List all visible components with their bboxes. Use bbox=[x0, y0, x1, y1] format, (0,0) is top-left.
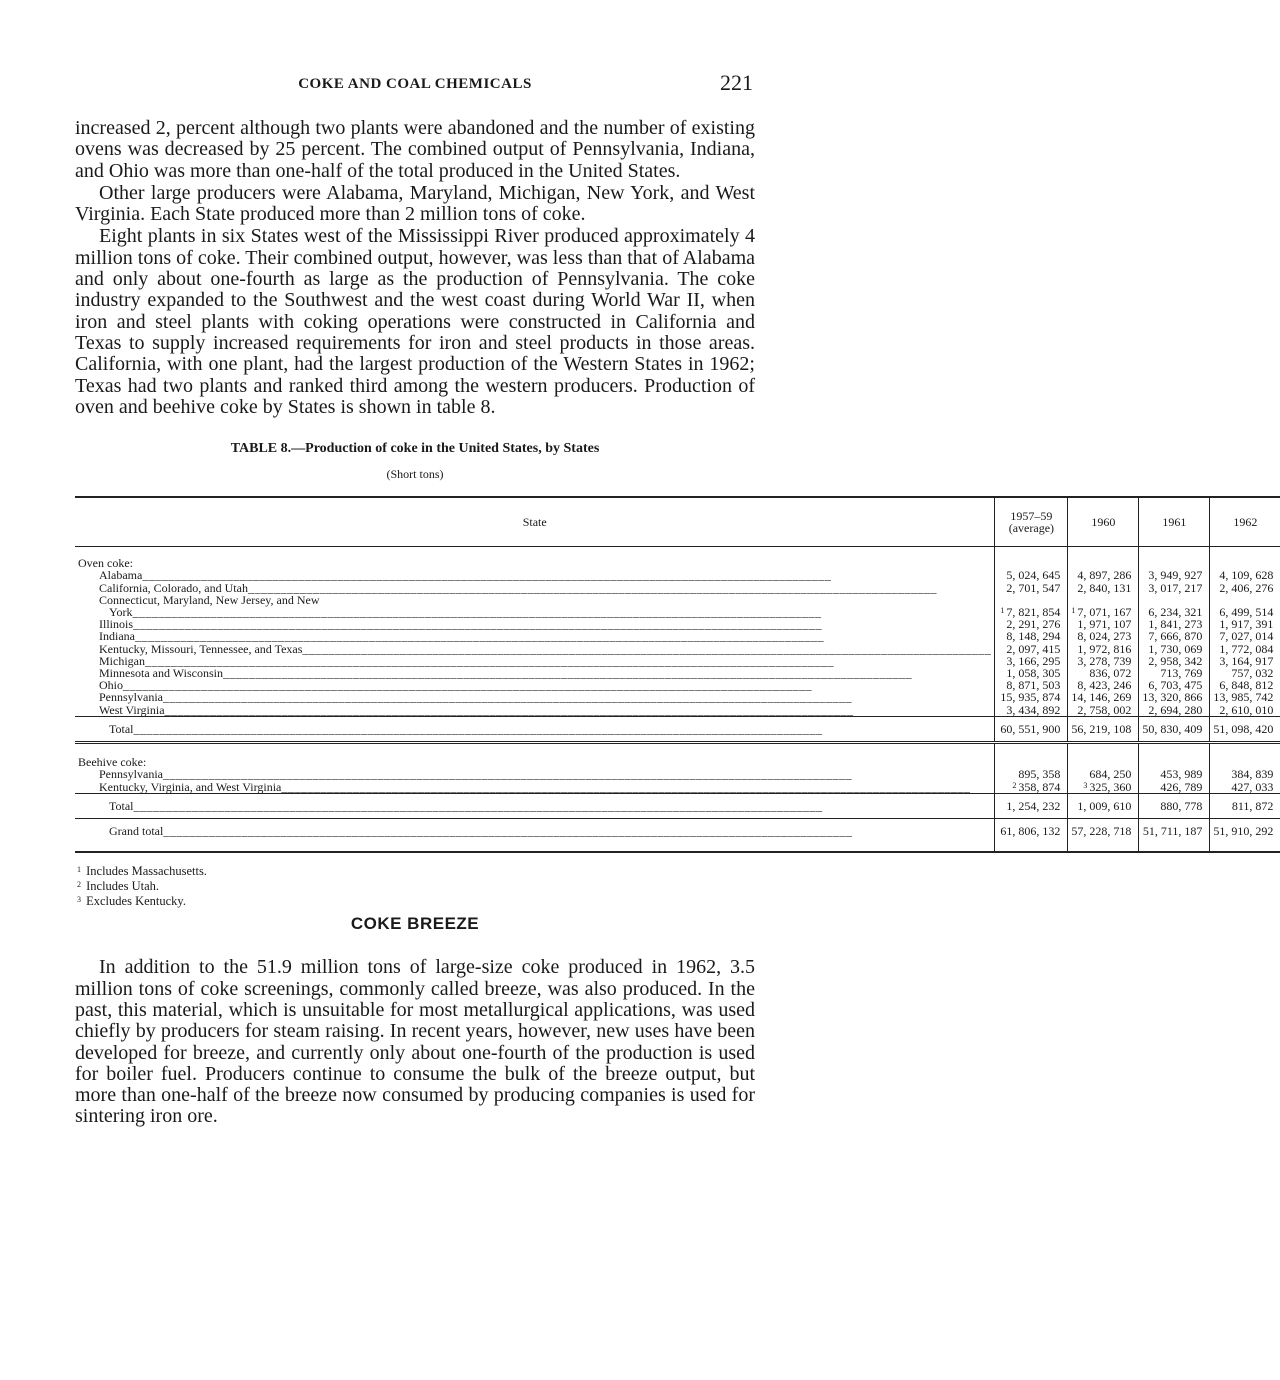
total-value: 1, 009, 610 bbox=[1068, 794, 1139, 819]
table-row bbox=[75, 691, 1280, 703]
total-value: 56, 219, 108 bbox=[1068, 716, 1139, 742]
row-label: Pennsylvania bbox=[99, 690, 163, 705]
footnote-mark: 3 bbox=[77, 895, 81, 905]
table-row bbox=[75, 582, 1280, 594]
footnote-text: Includes Utah. bbox=[86, 879, 160, 894]
footnotes bbox=[75, 863, 755, 908]
table-row bbox=[75, 630, 1280, 642]
header-1962: 1962 bbox=[1210, 497, 1280, 547]
total-value: 60, 551, 900 bbox=[995, 716, 1068, 742]
coke-production-table bbox=[75, 496, 1280, 853]
section-heading: COKE BREEZE bbox=[350, 914, 480, 934]
cell-value: 713, 769 bbox=[1139, 667, 1210, 679]
cell-value: 8, 423, 246 bbox=[1068, 679, 1139, 691]
cell-value: 2, 694, 280 bbox=[1139, 704, 1210, 717]
oven-total-row bbox=[75, 716, 1280, 742]
header-1957-59 bbox=[995, 497, 1068, 547]
row-label: Alabama bbox=[99, 568, 143, 583]
cell-value: 8, 148, 294 bbox=[995, 630, 1068, 642]
row-label: Kentucky, Missouri, Tennessee, and Texas bbox=[99, 641, 303, 656]
cell-value: 14, 146, 269 bbox=[1068, 691, 1139, 703]
cell-value: 5, 024, 645 bbox=[995, 569, 1068, 581]
beehive-total-row bbox=[75, 794, 1280, 819]
total-label: Total bbox=[109, 799, 134, 814]
row-label: Pennsylvania bbox=[99, 767, 163, 781]
row-label: Michigan bbox=[99, 653, 145, 668]
footnote-text: Excludes Kentucky. bbox=[86, 894, 186, 909]
total-value: 811, 872 bbox=[1210, 794, 1280, 819]
page bbox=[75, 70, 1274, 1128]
total-value: 880, 778 bbox=[1139, 794, 1210, 819]
table-unit: (Short tons) bbox=[386, 467, 444, 482]
cell-value: 8, 024, 273 bbox=[1068, 630, 1139, 642]
table-row bbox=[75, 704, 1280, 717]
cell-value: 6, 234, 321 bbox=[1139, 594, 1210, 618]
cell-value: 1, 971, 107 bbox=[1068, 618, 1139, 630]
total-value: 1, 254, 232 bbox=[995, 794, 1068, 819]
paragraph-2: Other large producers were Alabama, Maryland, Michigan, New York, and West Virginia. Each State produced more than 2 million tons of coke. bbox=[75, 181, 755, 226]
running-head bbox=[75, 70, 755, 102]
cell-value: 2, 958, 342 bbox=[1139, 655, 1210, 667]
row-label: Connecticut, Maryland, New Jersey, and New bbox=[99, 592, 320, 607]
table-row bbox=[75, 643, 1280, 655]
table-row bbox=[75, 768, 1280, 780]
total-label: Total bbox=[109, 721, 134, 736]
cell-value: 1, 972, 816 bbox=[1068, 643, 1139, 655]
cell-value: 384, 839 bbox=[1210, 768, 1280, 780]
table-caption: TABLE 8.—Production of coke in the United States, by States bbox=[230, 441, 600, 457]
grand-total-value: 51, 711, 187 bbox=[1139, 819, 1210, 844]
cell-value: 6, 848, 812 bbox=[1210, 679, 1280, 691]
row-label: Kentucky, Virginia, and West Virginia bbox=[99, 779, 282, 794]
footnote bbox=[75, 863, 755, 878]
cell-value: 3, 166, 295 bbox=[995, 655, 1068, 667]
section-label-oven: Oven coke: bbox=[78, 556, 133, 571]
footnote bbox=[75, 893, 755, 908]
row-label: Indiana bbox=[99, 629, 135, 644]
table-header-row bbox=[75, 497, 1280, 547]
row-label: Illinois bbox=[99, 617, 134, 632]
breeze-paragraph: In addition to the 51.9 million tons of large-size coke produced in 1962, 3.5 million tons of coke screenings, commonly called breeze, was also produced. In the past, this material, which is unsuitable for most metallurgical applications, was used chiefly by producers for steam raising. In recent years, however, new uses have been developed for breeze, and currently only about one-fourth of the production is used for boiler fuel. Producers continue to consume the bulk of the breeze output, but more than one-half of the breeze now consumed by producing companies is used for sintering iron ore. bbox=[75, 956, 755, 1128]
table-row bbox=[75, 569, 1280, 581]
cell-value: 3, 278, 739 bbox=[1068, 655, 1139, 667]
footnote-mark: 1 bbox=[1000, 605, 1005, 615]
footnote-mark: 2 bbox=[1012, 781, 1017, 791]
footnote-mark: 3 bbox=[1083, 781, 1088, 791]
cell-value: 15, 935, 874 bbox=[995, 691, 1068, 703]
row-label-continued: York bbox=[109, 604, 133, 619]
footnote-text: Includes Massachusetts. bbox=[86, 864, 207, 879]
cell-value: 453, 989 bbox=[1139, 768, 1210, 780]
cell-value: 3, 017, 217 bbox=[1139, 582, 1210, 594]
grand-total-label: Grand total bbox=[109, 824, 164, 839]
header-1960: 1960 bbox=[1068, 497, 1139, 547]
cell-value: 684, 250 bbox=[1068, 768, 1139, 780]
cell-value: 2, 701, 547 bbox=[995, 582, 1068, 594]
cell-value: 7, 027, 014 bbox=[1210, 630, 1280, 642]
cell-value: 895, 358 bbox=[995, 768, 1068, 780]
header-1957-59-label: 1957–59 (average) bbox=[1008, 508, 1055, 536]
grand-total-row bbox=[75, 819, 1280, 844]
grand-total-value: 61, 806, 132 bbox=[995, 819, 1068, 844]
cell-value: 1, 841, 273 bbox=[1139, 618, 1210, 630]
cell-value: 2, 097, 415 bbox=[995, 643, 1068, 655]
cell-value: 1, 772, 084 bbox=[1210, 643, 1280, 655]
grand-total-value: 57, 228, 718 bbox=[1068, 819, 1139, 844]
row-label: Minnesota and Wisconsin bbox=[99, 665, 223, 680]
section-label-beehive: Beehive coke: bbox=[78, 754, 147, 769]
table-row bbox=[75, 594, 1280, 618]
cell-value: 427, 033 bbox=[1210, 780, 1280, 794]
cell-value: 13, 320, 866 bbox=[1139, 691, 1210, 703]
cell-value: 13, 985, 742 bbox=[1210, 691, 1280, 703]
cell-value: 6, 499, 514 bbox=[1210, 594, 1280, 618]
cell-value: 7, 666, 870 bbox=[1139, 630, 1210, 642]
total-value: 51, 098, 420 bbox=[1210, 716, 1280, 742]
cell-value: $^3$ 325, 360 bbox=[1068, 780, 1139, 794]
paragraph-3: Eight plants in six States west of the Mississippi River produced approximately 4 million tons of coke. Their combined output, however, was less than that of Alabama and only about one-fourth as large as the production of Pennsylvania. The coke industry expanded to the Southwest and the west coast during World War II, when iron and steel plants with coking operations were constructed in California and Texas to supply increased requirements for iron and steel products in those areas. California, with one plant, had the largest production of the Western States in 1962; Texas had two plants and ranked third among the western producers. Production of oven and beehive coke by States is shown in table 8. bbox=[75, 225, 755, 418]
cell-value: 4, 109, 628 bbox=[1210, 569, 1280, 581]
cell-value: 1, 730, 069 bbox=[1139, 643, 1210, 655]
cell-value: 426, 789 bbox=[1139, 780, 1210, 794]
page-number: 221 bbox=[720, 70, 753, 95]
cell-value: 1, 917, 391 bbox=[1210, 618, 1280, 630]
cell-value: 3, 949, 927 bbox=[1139, 569, 1210, 581]
cell-value: 836, 072 bbox=[1068, 667, 1139, 679]
cell-value: 1, 058, 305 bbox=[995, 667, 1068, 679]
header-1961: 1961 bbox=[1139, 497, 1210, 547]
row-label: California, Colorado, and Utah bbox=[99, 580, 248, 595]
cell-value: $^1$ 7, 071, 167 bbox=[1068, 594, 1139, 618]
row-label: West Virginia bbox=[99, 702, 165, 717]
cell-value: 2, 758, 002 bbox=[1068, 704, 1139, 717]
footnote-mark: 2 bbox=[77, 880, 81, 890]
cell-value: 3, 164, 917 bbox=[1210, 655, 1280, 667]
row-label: Ohio bbox=[99, 678, 123, 693]
cell-value: 6, 703, 475 bbox=[1139, 679, 1210, 691]
cell-value: 2, 610, 010 bbox=[1210, 704, 1280, 717]
footnote bbox=[75, 878, 755, 893]
table-row bbox=[75, 780, 1280, 794]
total-value: 50, 830, 409 bbox=[1139, 716, 1210, 742]
cell-value: $^2$ 358, 874 bbox=[995, 780, 1068, 794]
footnote-mark: 1 bbox=[1071, 605, 1076, 615]
header-state: State bbox=[75, 497, 995, 547]
cell-value: 2, 840, 131 bbox=[1068, 582, 1139, 594]
cell-value: 3, 434, 892 bbox=[995, 704, 1068, 717]
footnote-mark: 1 bbox=[77, 865, 81, 875]
cell-value: 2, 291, 276 bbox=[995, 618, 1068, 630]
running-title: COKE AND COAL CHEMICALS bbox=[298, 76, 532, 92]
cell-value: 757, 032 bbox=[1210, 667, 1280, 679]
cell-value: 8, 871, 503 bbox=[995, 679, 1068, 691]
paragraph-1: increased 2, percent although two plants were abandoned and the number of existing ovens was decreased by 25 percent. The combined output of Pennsylvania, Indiana, and Ohio was more than one-half of the total produced in the United States. bbox=[75, 117, 755, 182]
grand-total-value: 51, 910, 292 bbox=[1210, 819, 1280, 844]
cell-value: 4, 897, 286 bbox=[1068, 569, 1139, 581]
cell-value: 2, 406, 276 bbox=[1210, 582, 1280, 594]
cell-value: $^1$ 7, 821, 854 bbox=[995, 594, 1068, 618]
